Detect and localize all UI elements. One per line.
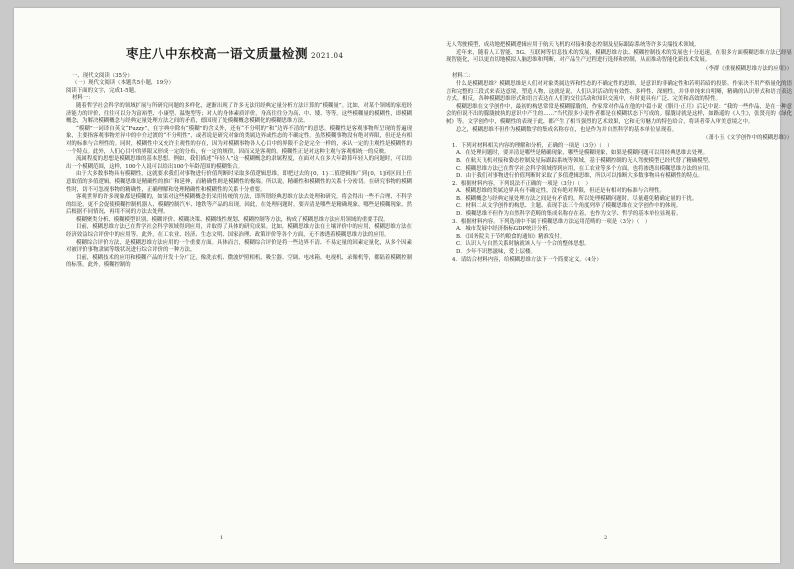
option: A．城市发展中经济指标GDP统计分析。: [456, 226, 554, 233]
option: C．模糊思维方法已在哲学社会科学领域得到应用，在工农业等多个方面，也将渗透出模糊思维方法的应用。: [456, 165, 714, 172]
option: D．模糊思维不但作为自然科学范畴的集成名称存在着，也作为文学、哲学的基本单位显现着。: [456, 211, 682, 218]
left-page: [66, 20, 412, 270]
option: C．材料二从文学创作的构思、主题、表现手法三个角度列举了模糊思维在文学创作中的体现。: [456, 203, 682, 210]
question-2: 2．根据材料内容，下列说法不正确的一项是（3分）（ ）: [452, 180, 591, 187]
option: C．认识人与自然关系时脑就该人与一个合的整体思想。: [456, 241, 590, 248]
subsection-heading: （一）现代文阅读（本题共5小题，19分）: [72, 80, 174, 87]
exam-sheet: [14, 8, 792, 563]
option: B．模糊概念与经典定量处理方法之间是有矛盾的，所以处理模糊问题时，尽量避免精确定量的干扰。: [456, 195, 698, 202]
paragraph: 目前，模糊技术的应用和模糊产品的开发十分广泛，像洗衣机、微波炉照相机、吸尘器、空调、电冰箱、电视机、录像机等，都陆着模糊控制的标签。此外，模糊控制的: [66, 254, 412, 269]
paragraph: 由于大多数事物具有模糊性，这就要求我们对事物进行价值判断时采取多值逻辑思维，即把过去的{0，1}二值逻辑推广到{0，1]闭区间上任意取值的多值逻辑。模糊思维是精确性的推广和延伸，而精确性则是模糊性的极端。所以说，精确性和模糊性的关系十分密切。在研究事物的模糊性时，切不可忽视事物的精确性，正确理解和处理精确性和模糊性的关系十分重要。: [66, 171, 412, 193]
paragraph: 目前，模糊思维方法已在哲学社会科学领域得到应用，并取得了具体的研究成果。比如，模糊思维方法在土壤评价中的应用，模糊思维方法在经济效益综合评价中的应用等。此外，在工农业、经济、生态文明、国家治理、政策评价等各个方面，无不渗透着模糊思维方法的应用。: [66, 224, 412, 239]
instructions: 阅读下面的文字，完成1-5题。: [66, 87, 140, 94]
option: D．少年不识愁滋味，爱上层楼。: [456, 249, 536, 256]
paragraph: 无人驾驶模型，成功地把模糊逻辑应用于航天飞机的对接和姿态控制及星际跟踪系统等许多尖端技术领域。: [446, 42, 700, 48]
option: A．在处理问题时，要弄清是哪些是精确现象，哪些是模糊现象，如果是模糊问题可以用经典思维去处理。: [456, 150, 708, 157]
material-2-label: 材料二：: [452, 73, 474, 80]
section-heading: 一、现代文阅读（35分）: [72, 72, 133, 79]
exam-title: [126, 46, 412, 61]
paragraph: 随着哲学社会科学的领域扩展与所研究问题的多样化，逐渐出现了许多无法用经典定量分析方法计算的“模糊量”。比如，对某个领域的家庭经济能力的评价，往往可以分为富裕型、小康型、温饱型等；对人的身体素质评价，身高往往分为高、中、矮、等等。这些模糊量的模糊性，即模糊概念，为解决模糊概念与经典定量处理方法之间的矛盾，德国现了处模糊概念模糊化的模糊思维方法。: [66, 102, 412, 125]
paragraph: 什么是模糊思维？模糊思维是人们对对象类属边界和性态的不确定性的思维，是意识的非确定性和若明若暗的投影。作家决不用严格量化的语言和完整的三段式来表达意境，塑造人物，这就是说，人们认识活动的有效性、多样性、深刻性，并非单纯来自明晰，精确的认识形式和语言表达方式。相反，各种模糊思维形式和语言表达在人们的交往活动和知识交流中，有时更具有广泛、完美和高效的特性。: [446, 80, 792, 103]
option: D．由于我们对事物进行价值判断时采取了多值逻辑思维，所以可以推断大多数事物具有模糊性的特点。: [456, 173, 703, 180]
page-number: 2: [604, 535, 608, 541]
right-page: [446, 42, 792, 264]
question-4: 4．请结合材料内容，给模糊思维方法下一个简要定义。（4分）: [452, 256, 602, 263]
title-date: 2021.04: [311, 52, 344, 60]
paragraph: 近年来，随着人工智能、5G、互联网等信息技术的发展，模糊思维方法、模糊控制技术的发展也十分迅速，在很多方面模糊思维方法已经显现智能化，可以更直切地模拟人脑思维和判断，对产品生产过程进行选择和控制，从而推动智能化新技术发展。: [446, 49, 792, 64]
paragraph: 模糊思维在文学创作中，最初的构思常常是模糊朦胧的，作家常对作品在他的中篇小说《腊月·正月》后记中说：“我的一些作品，是在一种意会的但说不出的朦胧披执的意识中产生的……”当代很多小说作者都是在模糊状态下写成的。朦胧诗就是这样，如路遥的《人生》，张贤亮的《绿化树》等。文学创作中，模糊性的表现于此，都产生了相当强烈的艺术效果，它和无穷魅力的特色给合，将读者带入审美意境之中。: [446, 103, 792, 125]
paragraph: “模糊”一词译自英文“Fuzzy”，在字典中除有“模糊”的含义外，还有“不分明的”和“边界不清的”的意思。模糊性是客观事物所呈现的普遍现象，主要指客观事物差异中的中介过渡的“不分明性”，或者说是研究对象的类属边界或性态的不确定性。虽然模糊事物没有绝对界限，但还是有相对的标准与合理性的。同时，模糊性中又充许主观性的存在，因为对模糊事物各人心目中的界限不会是完全一样的，承认一定的主观性是模糊性的一个特点。此外，人们心目中的界限又形成一定的分布，有一定的规律，因而又是客观的。模糊性正是对这种主观与客观相统一的反映。: [66, 125, 412, 155]
paragraph: 客观世界的许多现象都是模糊的，如果对这些模糊概念仍采用传统的方法，即所谓经典思维方法去处理和研究，将会得出一些不合理、不科学的结论，更不会促使模糊控制机器人、模糊控制汽车、地铁等产品的出现。因此，在处理问题时，要弄清是哪些是精确现象，哪些是模糊现象，然后根据不同情况，再用不同的方法去处理。: [66, 194, 412, 216]
page-number: 1: [220, 535, 224, 541]
source-citation: （萧小玉《文学创作中的模糊思维》）: [703, 135, 792, 142]
question-3: 3．根据材料内容，下列选项中不属于模糊思维方法运用范畴的一项是（3分）（ ）: [452, 218, 651, 225]
paragraph: 模糊综合评价方法，是模糊思维方法应用的一个重要方面。具体而言，模糊综合评价是将一些边界不清、不易定量的因素定量化，从多个因素对被评价事物隶属等级状况进行综合评价的一种方法。: [66, 239, 412, 254]
material-1-label: 材料一：: [72, 95, 94, 102]
option: B．《国务院关于节约粮食的通知》精准发付。: [456, 233, 566, 240]
paragraph: 模糊聚类分析、模糊模型识别、模糊评价、模糊决策、模糊线性规划、模糊控制等方法，构成了模糊思维方法应用领域的重要手段。: [76, 216, 389, 223]
title-text: 枣庄八中东校高一语文质量检测: [126, 46, 309, 61]
question-1: 1．下列对材料相关内容的理解和分析，正确的一项是（3分）（ ）: [452, 142, 613, 149]
paragraph: 流属程度的思想是模糊思维的基本思想。例如，我们描述“年轻人”这一模糊概念的隶属程度，在面对人在多大年龄算年轻人的问题时，可以给出一个模糊范围，这样，100个人说可以给出100个年龄范围的模糊集合。: [66, 156, 412, 170]
option: B．在航天飞机对接和姿态控制及星际跟踪系统等领域，基于模糊控制的无人驾驶模型已经代替了精确模型。: [456, 157, 714, 164]
paragraph: 总之，模糊思维不但作为模糊数学的集成名称存在，也是作为并自然科学的基本单位显现着。: [456, 126, 678, 133]
option: A．模糊思维的类属边界具有不确定性，没有绝对界限，但还是有相对的标准与合理性。: [456, 188, 665, 195]
source-citation: （李群《重视模糊思维方法的应用》）: [703, 65, 792, 72]
